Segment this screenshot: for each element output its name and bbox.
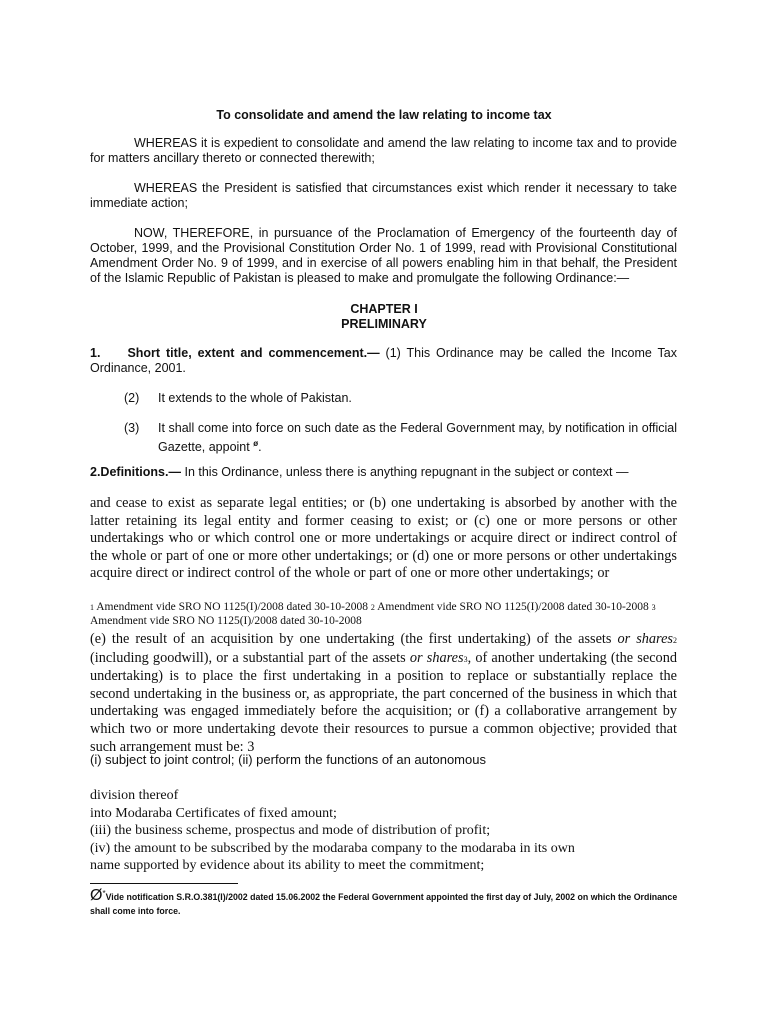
amendment-1-text: Amendment vide SRO NO 1125(I)/2008 dated 30-10-2008	[96, 601, 368, 613]
footnote	[90, 887, 680, 918]
amendment-3-text: Amendment vide SRO NO 1125(I)/2008 dated 30-10-2008	[90, 614, 362, 627]
misc-line-5: name supported by evidence about its ability to meet the commitment;	[90, 858, 485, 874]
section-2-heading: 2.Definitions.—	[90, 465, 181, 479]
chapter-name: PRELIMINARY	[341, 317, 427, 331]
misc-line-2: into Modaraba Certificates of fixed amount;	[90, 805, 337, 821]
section-2-text: In this Ordinance, unless there is anything repugnant in the subject or context —	[184, 465, 629, 479]
amendment-2-num: 2	[370, 603, 375, 612]
definition-fragment-2	[90, 631, 677, 756]
preamble-whereas-1: WHEREAS it is expedient to consolidate and amend the law relating to income tax and to provide for matters ancillary thereto or connected therewith;	[90, 136, 677, 165]
preamble-now-therefore: NOW, THEREFORE, in pursuance of the Proclamation of Emergency of the fourteenth day of October, 1999, and the Provisional Constitution Order No. 1 of 1999, read with Provisional Constitutional Amendment Order No. 9 of 1999, and in exercise of all powers enabling him in that behalf, the President of the Islamic Republic of Pakistan is pleased to make and promulgate the following Ordinance:—	[90, 226, 677, 285]
fragment-2-part-b: (including goodwill), or a substantial part of the assets	[90, 649, 406, 666]
amendment-1-num: 1	[90, 603, 94, 612]
section-1-heading: Short title, extent and commencement.—	[127, 346, 380, 360]
section-1-sub2-text: It extends to the whole of Pakistan.	[158, 391, 352, 405]
fragment-2-part-c: , of another undertaking (the second undertaking) is to place the first undertaking in a position to replace or substantially replace the second undertaking in the business or, as appropriate, the part concerned of the business in which that undertaking was engaged immediately before the acquisition; or (f) a collaborative arrangement by which two or more undertaking devote their resources to pursue a common objective; provided that such arrangement must be: 3	[90, 649, 678, 755]
section-1-number: 1.	[90, 346, 101, 360]
document-title: To consolidate and amend the law relating to income tax	[216, 108, 552, 122]
fragment-2-italic-a: or shares	[617, 631, 673, 647]
chapter-number: CHAPTER I	[350, 302, 418, 316]
fragment-2-sup-b: 3	[463, 654, 468, 664]
section-1-sub3-num: (3)	[124, 421, 140, 435]
preamble-whereas-2: WHEREAS the President is satisfied that circumstances exist which render it necessary to take immediate action;	[90, 181, 677, 210]
section-1-sub3-text: It shall come into force on such date as the Federal Government may, by notification in official Gazette, appoint	[158, 421, 677, 455]
joint-control-line: (i) subject to joint control; (ii) perform the functions of an autonomous	[90, 752, 486, 767]
section-1	[90, 346, 677, 376]
misc-lines	[90, 787, 690, 875]
definition-fragment-1: and cease to exist as separate legal entities; or (b) one undertaking is absorbed by another with the latter retaining its legal entity and former ceasing to exist; or (c) one or more persons or other undertakings who or which control one or more undertakings or acquire direct or indirect control of the whole or part of one or more other undertakings; or (d) one or more persons or other undertakings acquire direct or indirect control of the whole or part of one or more other undertakings; or	[90, 495, 677, 582]
section-1-sub3-mark: ø	[253, 439, 259, 448]
amendment-3-num: 3	[651, 603, 656, 612]
footnote-sup: *	[102, 889, 106, 898]
misc-line-1: division thereof	[90, 788, 179, 803]
misc-line-3: (iii) the business scheme, prospectus and mode of distribution of profit;	[90, 823, 491, 839]
section-1-sub1-num: (1)	[385, 346, 401, 360]
section-1-sub3-end: .	[258, 440, 262, 455]
fragment-2-italic-b: or shares	[409, 649, 464, 666]
section-1-sub1-text: This Ordinance may be called the Income Tax Ordinance, 2001.	[90, 346, 677, 375]
section-1-sub3	[124, 421, 677, 455]
fragment-2-part-a: (e) the result of an acquisition by one undertaking (the first undertaking) of the assets	[90, 631, 612, 647]
amendment-2-text: Amendment vide SRO NO 1125(I)/2008 dated 30-10-2008	[377, 601, 649, 613]
section-1-sub2-num: (2)	[124, 391, 140, 405]
misc-line-4: (iv) the amount to be subscribed by the modaraba company to the modaraba in its own	[90, 840, 575, 856]
section-2	[90, 465, 677, 480]
footnote-text: Vide notification S.R.O.381(I)/2002 dated 15.06.2002 the Federal Government appointed the first day of July, 2002 on which the Ordinance shall come into force.	[90, 891, 678, 916]
fragment-2-sup-a: 2	[673, 636, 677, 645]
amendment-notes	[90, 601, 677, 628]
section-1-sub2	[124, 391, 677, 406]
footnote-mark: Ø	[90, 886, 103, 904]
footnote-separator	[90, 883, 238, 884]
